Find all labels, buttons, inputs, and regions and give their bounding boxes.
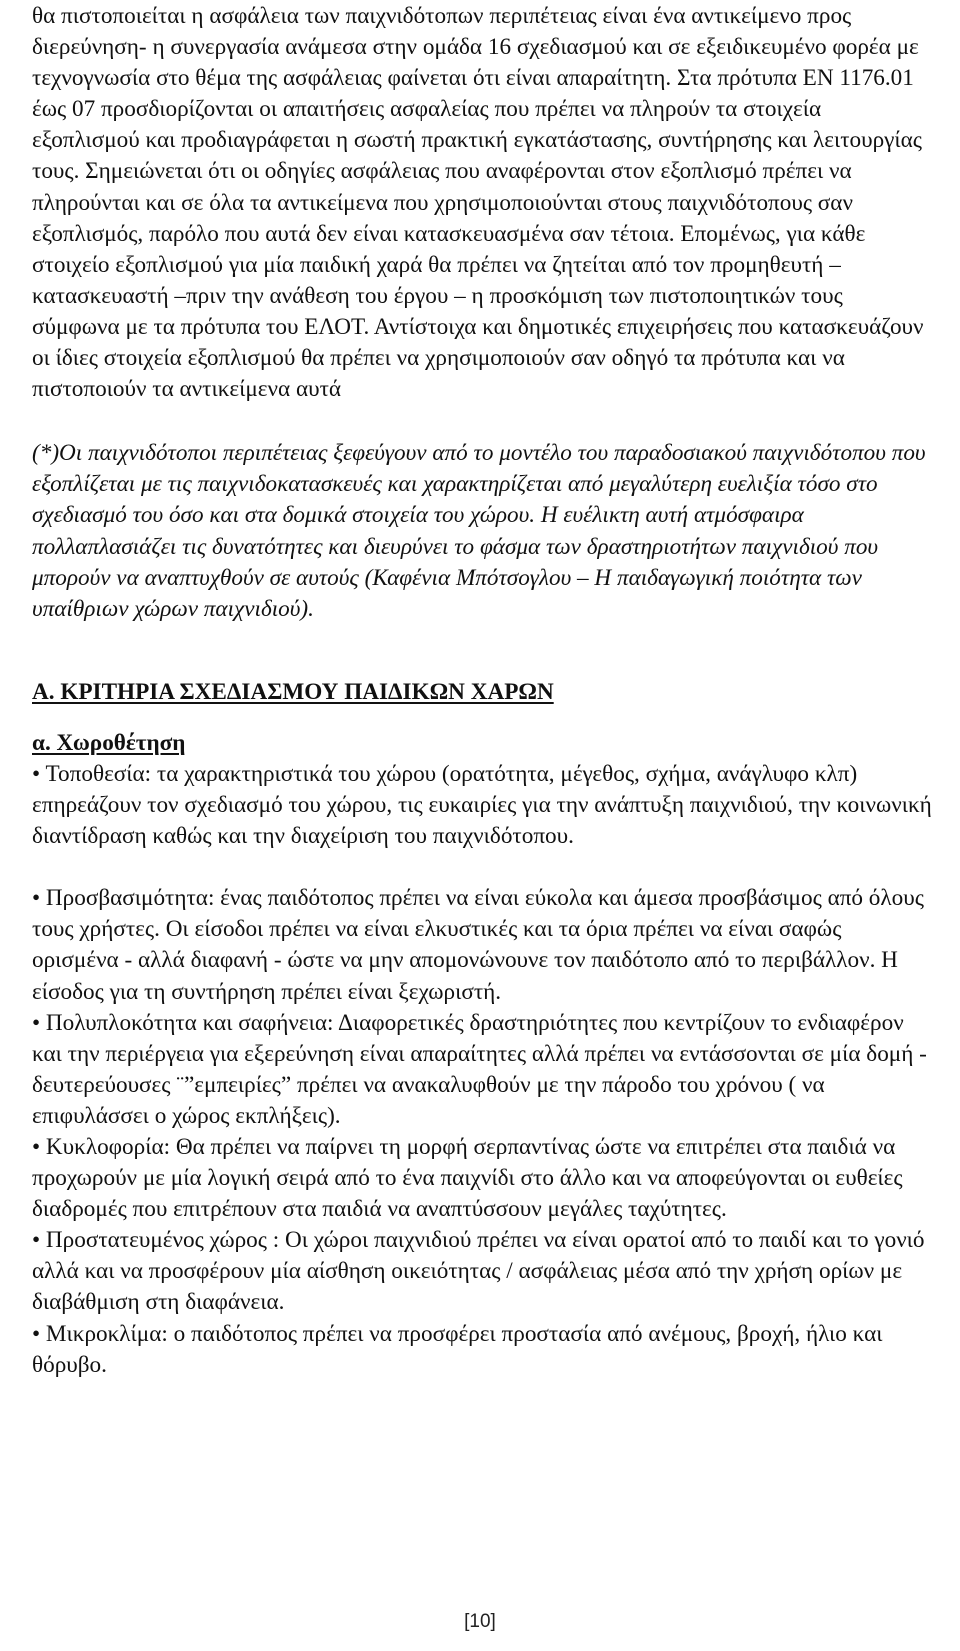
bullet-accessibility: • Προσβασιμότητα: ένας παιδότοπος πρέπει να είναι εύκολα και άμεσα προσβάσιμος από όλους τους χρήστες. Οι είσοδοι πρέπει να είναι ελκυστικές και τα όρια πρέπει να είναι σαφώς ορισμένα - αλλά διαφανή - ώστε να μην απομονώνουνε τον παιδότοπο από το περιβάλλον. Η είσοδος για τη συντήρηση πρέπει είναι ξεχωριστή. — [32, 885, 924, 1005]
subsection-heading-text: α. Χωροθέτηση — [32, 729, 186, 756]
subsection-heading — [32, 728, 932, 759]
page-number: [10] — [464, 1611, 496, 1632]
bullet-microclimate: • Μικροκλίμα: ο παιδότοπος πρέπει να προσφέρει προστασία από ανέμους, βροχή, ήλιο και θόρυβο. — [32, 1320, 883, 1378]
intro-paragraph: θα πιστοποιείται η ασφάλεια των παιχνιδότοπων περιπέτειας είναι ένα αντικείμενο προς διερεύνηση- η συνεργασία ανάμεσα στην ομάδα 16 σχεδιασμού και σε εξειδικευμένο φορέα με τεχνογνωσία στο θέμα της ασφάλειας φαίνεται ότι είναι απαραίτητη. Στα πρότυπα ΕΝ 1176.01 έως 07 προσδιορίζονται οι απαιτήσεις ασφαλείας που πρέπει να πληρούν τα στοιχεία εξοπλισμού και προδιαγράφεται η σωστή πρακτική εγκατάστασης, συντήρησης και λειτουργίας τους. Σημειώνεται ότι οι οδηγίες ασφάλειας που αναφέρονται στον εξοπλισμό πρέπει να πληρούνται και σε όλα τα αντικείμενα που χρησιμοποιούνται στους παιχνιδότοπους σαν εξοπλισμός, παρόλο που αυτά δεν είναι κατασκευασμένα σαν τέτοια. Επομένως, για κάθε στοιχείο εξοπλισμού για μία παιδική χαρά θα πρέπει να ζητείται από τον προμηθευτή – κατασκευαστή –πριν την ανάθεση του έργου – η προσκόμιση των πιστοποιητικών τους σύμφωνα με τα πρότυπα του ΕΛΟΤ. Αντίστοιχα και δημοτικές επιχειρήσεις που κατασκευάζουν οι ίδιες στοιχεία εξοπλισμού θα πρέπει να χρησιμοποιούν σαν οδηγό τα πρότυπα και να πιστοποιούν τα αντικείμενα αυτά — [32, 3, 924, 403]
footnote-paragraph: (*)Οι παιχνιδότοποι περιπέτειας ξεφεύγουν από το μοντέλο του παραδοσιακού παιχνιδότοπου που εξοπλίζεται με τις παιχνιδοκατασκευές και χαρακτηρίζεται από μεγαλύτερη ευελιξία τόσο στο σχεδιασμό του όσο και στα δομικά στοιχεία του χώρου. Η ευέλικτη αυτή ατμόσφαιρα πολλαπλασιάζει τις δυνατότητες και διευρύνει το φάσμα των δραστηριοτήτων παιχνιδιού που μπορούν να αναπτυχθούν σε αυτούς (Καφένια Μπότσογλου – Η παιδαγωγική ποιότητα των υπαίθριων χώρων παιχνιδιού). — [32, 440, 926, 622]
bullet-protected-space: • Προστατευμένος χώρος : Οι χώροι παιχνιδιού πρέπει να είναι ορατοί από το παιδί και το γονιό αλλά και να προσφέρουν μία αίσθηση οικειότητας / ασφάλειας μέσα από την χρήση ορίων με διαβάθμιση στη διαφάνεια. — [32, 1227, 925, 1316]
bullet-complexity: • Πολυπλοκότητα και σαφήνεια: Διαφορετικές δραστηριότητες που κεντρίζουν το ενδιαφέρον και την περιέργεια για εξερεύνηση είναι απαραίτητες αλλά πρέπει να εντάσσονται σε μία δομή - δευτερεύουσες ¨”εμπειρίες” πρέπει να ανακαλυφθούν με την πάροδο του χρόνου ( να επιφυλάσσει ο χώρος εκπλήξεις). — [32, 1009, 927, 1129]
bullet-location: • Τοποθεσία: τα χαρακτηριστικά του χώρου (ορατότητα, μέγεθος, σχήμα, ανάγλυφο κλπ) επηρεάζουν τον σχεδιασμό του χώρου, τις ευκαιρίες για την ανάπτυξη παιχνιδιού, την κοινωνική διαντίδραση καθώς και την διαχείριση του παιχνιδότοπου. — [32, 760, 932, 850]
document-page — [32, 0, 932, 1381]
section-heading — [32, 677, 932, 708]
bullet-circulation: • Κυκλοφορία: Θα πρέπει να παίρνει τη μορφή σερπαντίνας ώστε να επιτρέπει στα παιδιά να προχωρούν με μία λογική σειρά από το ένα παιχνίδι στο άλλο και να αποφεύγονται οι ευθείες διαδρομές που επιτρέπουν στα παιδιά να αναπτύσσουν μεγάλες ταχύτητες. — [32, 1134, 903, 1223]
section-heading-text: Α. ΚΡΙΤΗΡΙΑ ΣΧΕΔΙΑΣΜΟΥ ΠΑΙΔΙΚΩΝ ΧΑΡΩΝ — [32, 678, 554, 705]
